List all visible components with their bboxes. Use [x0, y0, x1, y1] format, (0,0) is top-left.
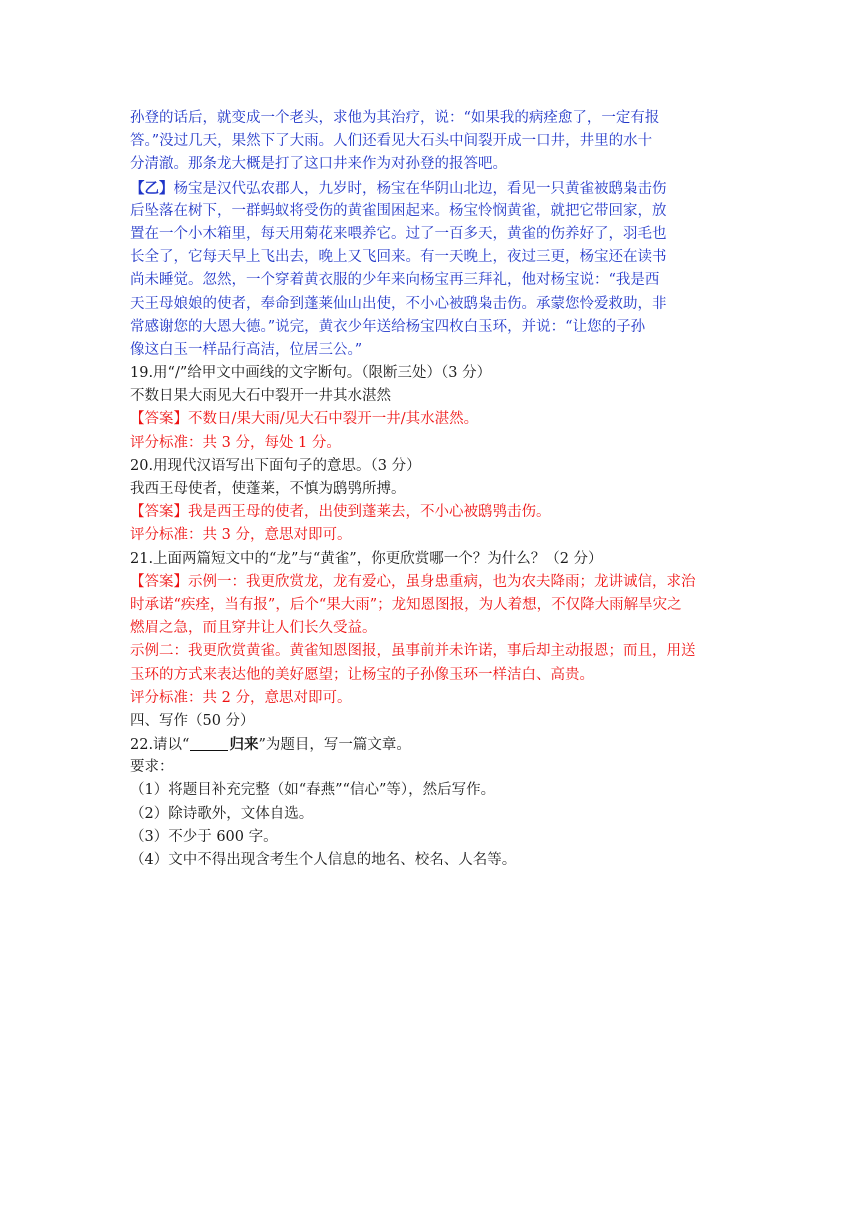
q21-answer-line: 时承诺“疾痊，当有报”，后个“果大雨”；龙知恩图报，为人着想，不仅降大雨解旱灾之: [130, 596, 682, 613]
q20-text: 我西王母使者，使蓬莱，不慎为鸱鸮所搏。: [130, 481, 406, 497]
q19-text: 不数日果大雨见大石中裂开一井其水湛然: [130, 388, 391, 405]
passage-a-line: 孙登的话后，就变成一个老头，求他为其治疗，说：“如果我的病痊愈了，一定有报: [130, 110, 660, 126]
passage-b-line: 像这白玉一样品行高洁，位居三公。”: [130, 341, 363, 358]
title-blank: [190, 735, 228, 751]
passage-a-line: 答。”没过几天，果然下了大雨。人们还看见大石头中间裂开成一口井，井里的水十: [130, 133, 653, 150]
q22-requirement: （2）除诗歌外，文体自选。: [130, 805, 314, 822]
q20-scoring: 评分标准：共 3 分，意思对即可。: [130, 527, 352, 544]
q22-question-part: ”为题目，写一篇文章。: [258, 737, 411, 754]
document-content: [130, 107, 740, 872]
passage-b-line: 后坠落在树下，一群蚂蚁将受伤的黄雀围困起来。杨宝怜悯黄雀，就把它带回家，放: [130, 202, 667, 219]
section-heading: 四、写作（50 分）: [130, 712, 255, 729]
passage-b-first-line: [130, 177, 740, 200]
passage-b-line: 置在一个小木箱里，每天用菊花来喂养它。过了一百多天，黄雀的伤养好了，羽毛也: [130, 225, 667, 242]
q21-question: [130, 548, 740, 571]
q20-question: 20.用现代汉语写出下面句子的意思。（3 分）: [130, 457, 421, 474]
q21-answer-line: 示例二：我更欣赏黄雀。黄雀知恩图报，虽事前并未许诺，事后却主动报恩；而且，用送: [130, 643, 696, 660]
q21-answer-line: 燃眉之急，而且穿井让人们长久受益。: [130, 620, 377, 637]
passage-b-line: 常感谢您的大恩大德。”说完，黄衣少年送给杨宝四枚白玉环，并说：“让您的子孙: [130, 318, 646, 335]
passage-a-line: 分清澈。那条龙大概是打了这口井来作为对孙登的报答吧。: [130, 156, 507, 173]
passage-b-label: 【乙】: [130, 179, 174, 197]
passage-b-line: 尚未睡觉。忽然，一个穿着黄衣服的少年来向杨宝再三拜礼，他对杨宝说：“我是西: [130, 272, 660, 289]
passage-b-text: 杨宝是汉代弘农郡人，九岁时，杨宝在华阴山北边，看见一只黄雀被鸱枭击伤: [173, 180, 667, 197]
emphasis-dot-char: 赏: [415, 548, 430, 571]
q22-requirement: （3）不少于 600 字。: [130, 828, 278, 845]
passage-b-line: 天王母娘娘的使者，奉命到蓬莱仙山出使，不小心被鸱枭击伤。承蒙您怜爱救助，非: [130, 295, 667, 312]
answer-label: 【答案】: [130, 504, 188, 521]
q21-question-part: 21.上面两篇短文中的“龙”与“黄雀”，你更欣: [130, 550, 415, 567]
q22-question-part: 22.请以“: [130, 737, 190, 754]
q21-scoring: 评分标准：共 2 分，意思对即可。: [130, 689, 352, 706]
q21-answer-text: 示例一：我更欣赏龙，龙有爱心，虽身患重病，也为农夫降雨；龙讲诚信，求治: [188, 573, 696, 590]
q22-requirements-label: 要求：: [130, 759, 174, 776]
q22-question: [130, 733, 740, 756]
q20-answer-text: 我是西王母的使者，出使到蓬莱去，不小心被鸱鸮击伤。: [188, 504, 551, 521]
q21-question-part: 哪一个？为什么？（2 分）: [429, 550, 603, 567]
q21-answer: [130, 571, 740, 594]
q19-question: 19.用“/”给甲文中画线的文字断句。（限断三处）（3 分）: [130, 365, 492, 382]
answer-label: 【答案】: [130, 411, 188, 428]
q19-scoring: 评分标准：共 3 分，每处 1 分。: [130, 434, 341, 451]
q19-answer-text: 不数日/果大雨/见大石中裂开一井/其水湛然。: [188, 411, 479, 428]
q20-answer: [130, 501, 740, 524]
q22-requirement: （4）文中不得出现含考生个人信息的地名、校名、人名等。: [130, 852, 517, 868]
passage-b-line: 长全了，它每天早上飞出去，晚上又飞回来。有一天晚上，夜过三更，杨宝还在读书: [130, 249, 667, 266]
q22-requirement: （1）将题目补充完整（如“春燕”“信心”等），然后写作。: [130, 782, 496, 799]
answer-label: 【答案】: [130, 573, 188, 590]
q19-answer: [130, 408, 740, 431]
q22-title-word: 归来: [229, 736, 259, 754]
q21-answer-line: 玉环的方式来表达他的美好愿望；让杨宝的子孙像玉环一样洁白、高贵。: [130, 666, 594, 683]
